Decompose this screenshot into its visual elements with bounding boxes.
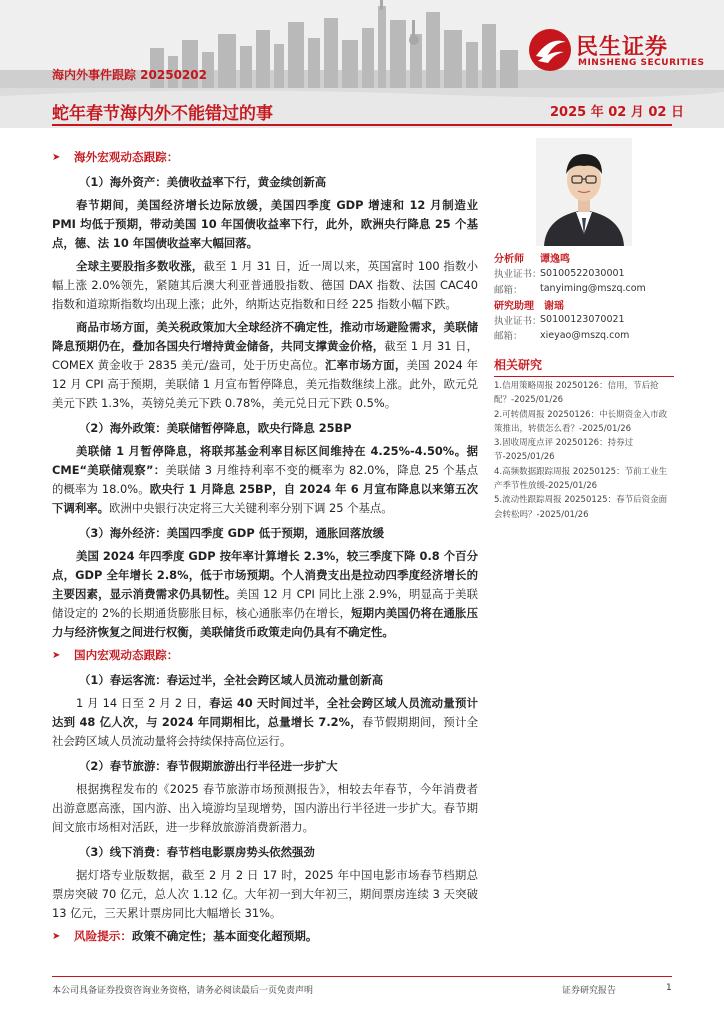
- subheading-overseas-policy: （2）海外政策：美联储暂停降息，欧央行降息 25BP: [79, 421, 352, 435]
- section-domestic-heading: ➤ 国内宏观动态跟踪：: [52, 646, 478, 665]
- paragraph: 美国 2024 年四季度 GDP 按年率计算增长 2.3%，较三季度下降 0.8 个百分点，GDP 全年增长 2.8%，低于市场预期。个人消费支出是拉动四季度经济增长的主要因素，显示消费需求仍具韧性。美国 12 月 CPI 同比上涨 2.9%，明显高于美联储设定的 2%的长期通货膨胀目标，核心通胀率仍在增长，短期内美国仍将在通胀压力与经济恢复之间进行权衡，美联储货币政策走向仍具有不确定性。: [52, 549, 478, 639]
- related-research-item[interactable]: 1.信用策略周报 20250126：信用，节后抢配？-2025/01/26: [494, 381, 659, 406]
- analyst-license-row: 执业证书： S0100522030001: [494, 267, 625, 281]
- related-research: [494, 356, 674, 522]
- assistant-name: 谢瑶: [544, 300, 564, 312]
- report-title: 蛇年春节海内外不能错过的事: [52, 104, 273, 124]
- related-research-list: [494, 379, 674, 522]
- subheading-offline-consumption: （3）线下消费：春节档电影票房势头依然强劲: [79, 845, 315, 859]
- minsheng-logo-icon: [528, 28, 572, 72]
- related-research-item[interactable]: 2.可转债周报 20250126：中长期资金入市政策推出，转债怎么看？-2025/01/26: [494, 409, 668, 434]
- page-number: 1: [666, 983, 672, 993]
- assistant-email-row: 邮箱： xieyao@mszq.com: [494, 329, 630, 343]
- paragraph: 全球主要股指多数收涨，截至 1 月 31 日，近一周以来，英国富时 100 指数小幅上涨 2.0%领先，紧随其后澳大利亚普通股指数、德国 DAX 指数、法国 CAC40 指数和道琼斯指数均出现上涨；此外，纳斯达克指数和日经 225 指数小幅下跌。: [52, 259, 478, 311]
- analyst-name: 谭逸鸣: [540, 254, 570, 266]
- risk-warning: ➤ 风险提示： 政策不确定性；基本面变化超预期。: [52, 927, 478, 946]
- paragraph: 根据携程发布的《2025 春节旅游市场预测报告》，相较去年春节，今年消费者出游意愿高涨，国内游、出入境游均呈现增势，国内游出行半径进一步扩大。春节期间文旅市场相对活跃，进一步释放旅游消费新潜力。: [52, 782, 478, 834]
- paragraph: 商品市场方面，美关税政策加大全球经济不确定性，推动市场避险需求，美联储降息预期仍在，叠加各国央行增持黄金储备，共同支撑黄金价格，截至 1 月 31 日，COMEX 黄金收于 2835 美元/盎司，处于历史高位。汇率市场方面，美国 2024 年 12 月 CPI 高于预期，美联储 1 月宣布暂停降息，美元指数继续上涨。此外，欧元兑美元下跌 1.3%，英镑兑美元下跌 0.78%，美元兑日元下跌 0.5%。: [52, 320, 478, 410]
- minsheng-logo: [528, 28, 710, 72]
- analyst-email-row: 邮箱： tanyiming@mszq.com: [494, 283, 646, 296]
- related-research-item[interactable]: 3.固收周度点评 20250126：持券过节-2025/01/26: [494, 438, 634, 463]
- paragraph: 1 月 14 日至 2 月 2 日，春运 40 天时间过半，全社会跨区域人员流动量预计达到 48 亿人次，与 2024 年同期相比，总量增长 7.2%，春节假期期间，预计全社会跨区域人员流动量将会持续保持高位运行。: [52, 696, 478, 748]
- assistant-email-link[interactable]: xieyao@mszq.com: [540, 329, 630, 341]
- main-content: [52, 148, 478, 946]
- logo-chinese-name: 民生证券: [576, 35, 669, 60]
- assistant-row: 研究助理 谢瑶: [494, 297, 674, 313]
- arrow-bullet-icon: ➤: [52, 650, 61, 661]
- related-research-item[interactable]: 4.高频数据跟踪周报 20250125：节前工业生产季节性放缓-2025/01/26: [494, 466, 668, 492]
- footer-divider: [52, 976, 672, 977]
- section-overseas-heading: ➤ 海外宏观动态跟踪：: [52, 148, 478, 167]
- analyst-info: [494, 250, 674, 343]
- subheading-spring-travel: （1）春运客流：春运过半，全社会跨区域人员流动量创新高: [79, 673, 384, 687]
- logo-english-name: MINSHENG SECURITIES: [578, 58, 705, 68]
- header-banner: [0, 0, 724, 128]
- paragraph: 据灯塔专业版数据，截至 2 月 2 日 17 时，2025 年中国电影市场春节档期总票房突破 70 亿元，总人次 1.12 亿。大年初一到大年初三，期间票房连续 3 天突破 13 亿元，三天累计票房同比大幅增长 31%。: [52, 868, 478, 920]
- subheading-tourism: （2）春节旅游：春节假期旅游出行半径进一步扩大: [79, 759, 338, 773]
- assistant-license-row: 执业证书： S0100123070021: [494, 314, 625, 327]
- subheading-overseas-assets: （1）海外资产：美债收益率下行，黄金续创新高: [79, 175, 327, 189]
- paragraph: 春节期间，美国经济增长边际放缓，美国四季度 GDP 增速和 12 月制造业 PMI 均低于预期，带动美国 10 年国债收益率下行，此外，欧洲央行降息 25 个基点，德、法 10 年国债收益率大幅回落。: [52, 198, 478, 250]
- header-divider: [52, 124, 672, 126]
- report-date: 2025 年 02 月 02 日: [550, 105, 684, 120]
- footer-disclaimer: 本公司具备证券投资咨询业务资格，请务必阅读最后一页免责声明: [52, 986, 314, 996]
- paragraph: 美联储 1 月暂停降息，将联邦基金利率目标区间维持在 4.25%-4.50%。据 CME“美联储观察”：美联储 3 月维持利率不变的概率为 82.0%，降息 25 个基点的概率为 18.0%。欧央行 1 月降息 25BP，自 2024 年 6 月宣布降息以来第五次下调利率。欧洲中央银行决定将三大关键利率分别下调 25 个基点。: [52, 444, 478, 515]
- footer-report-type: 证券研究报告: [562, 986, 617, 996]
- subheading-overseas-economy: （3）海外经济：美国四季度 GDP 低于预期，通胀回落放缓: [79, 526, 384, 540]
- arrow-bullet-icon: ➤: [52, 152, 61, 163]
- report-series: 海内外事件跟踪 20250202: [52, 68, 207, 82]
- analyst-row: 分析师 谭逸鸣: [494, 250, 674, 266]
- arrow-bullet-icon: ➤: [52, 931, 61, 942]
- analyst-email-link[interactable]: tanyiming@mszq.com: [540, 283, 646, 295]
- related-research-item[interactable]: 5.流动性跟踪周报 20250125：春节后资金面会转松吗？-2025/01/26: [494, 495, 668, 520]
- analyst-photo: [536, 138, 632, 246]
- related-research-title: 相关研究: [494, 356, 674, 377]
